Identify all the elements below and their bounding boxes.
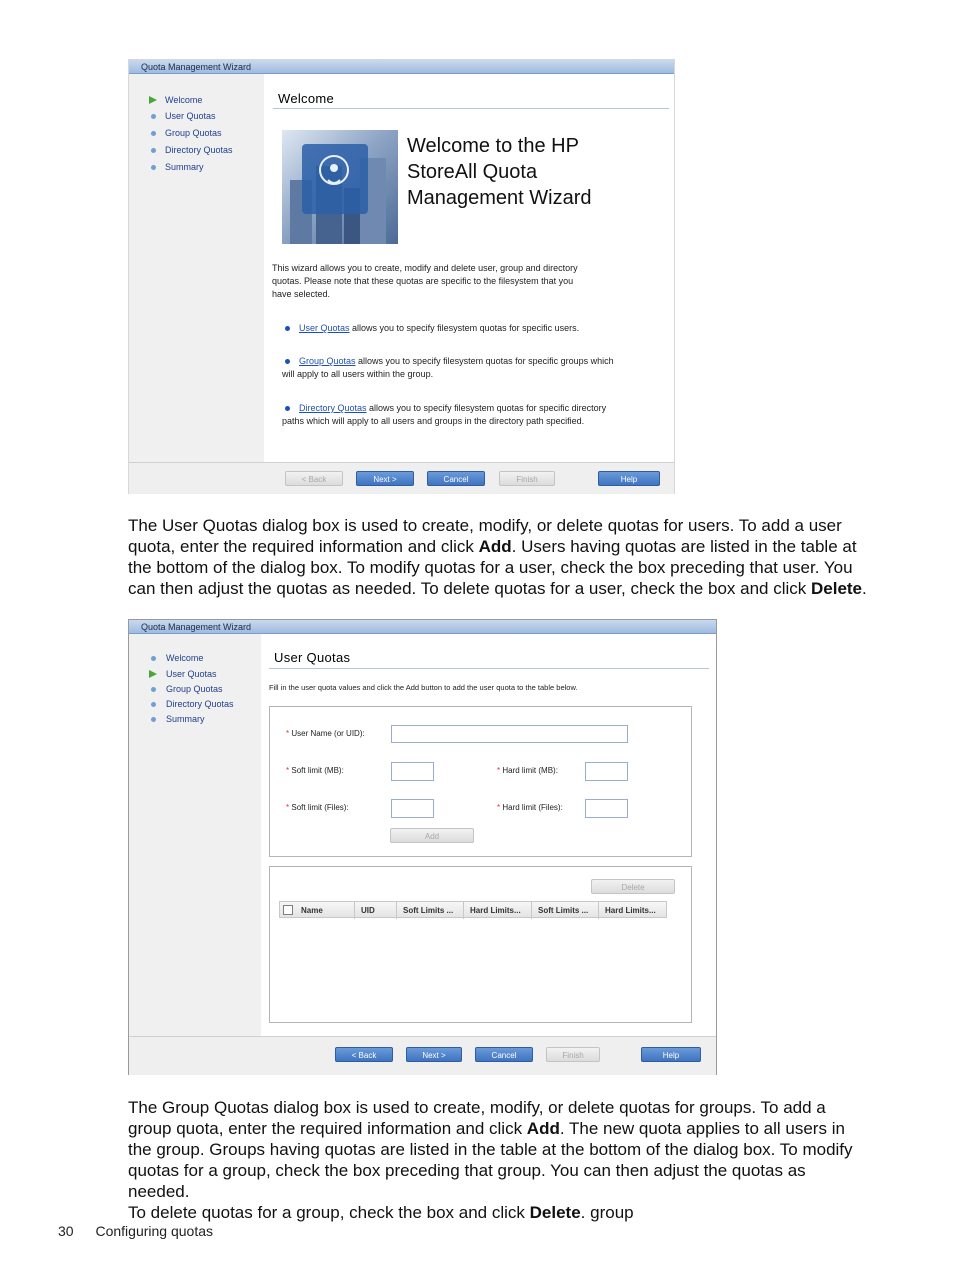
column-header-name[interactable]: Name — [295, 902, 355, 919]
group-quotas-link[interactable]: Group Quotas — [299, 356, 356, 366]
intro-line: This wizard allows you to create, modify and delete user, group and directory — [272, 263, 578, 273]
help-button[interactable]: Help — [598, 471, 660, 486]
title-divider — [269, 668, 709, 669]
nav-bullet-icon — [151, 114, 156, 119]
bullet-directory-quotas — [299, 402, 606, 415]
field-label-text: User Name (or UID): — [291, 729, 365, 738]
user-quotas-paragraph — [128, 515, 868, 599]
add-button[interactable]: Add — [390, 828, 474, 843]
username-label — [286, 729, 365, 738]
bold-term: Delete — [529, 1203, 581, 1222]
required-marker: * — [497, 803, 501, 812]
text-run: . group — [580, 1203, 634, 1222]
back-button[interactable]: < Back — [285, 471, 343, 486]
paragraph-line — [128, 578, 868, 599]
paragraph-line: the group. Groups having quotas are listed in the table at the bottom of the dialog box. To modify — [128, 1140, 853, 1159]
wizard-button-bar — [129, 1036, 716, 1075]
nav-summary[interactable]: Summary — [166, 714, 205, 724]
column-header-hard-limits-mb[interactable]: Hard Limits... — [464, 902, 532, 919]
paragraph-line: The Group Quotas dialog box is used to create, modify, or delete quotas for groups. To add a — [128, 1098, 826, 1117]
hard-limit-mb-input[interactable] — [585, 762, 628, 781]
bullet-group-quotas — [299, 355, 614, 368]
nav-bullet-icon — [151, 717, 156, 722]
nav-bullet-icon — [151, 165, 156, 170]
hard-limit-files-label — [497, 803, 563, 812]
field-label-text: Hard limit (MB): — [502, 766, 558, 775]
quota-entry-form — [269, 706, 692, 857]
soft-limit-files-input[interactable] — [391, 799, 434, 818]
nav-directory-quotas[interactable]: Directory Quotas — [165, 145, 233, 155]
required-marker: * — [286, 803, 290, 812]
window-title: Quota Management Wizard — [129, 620, 716, 634]
text-run: . — [862, 579, 867, 598]
page-number: 30 — [58, 1223, 74, 1239]
welcome-wizard-screenshot — [128, 59, 675, 494]
bold-term: Delete — [810, 579, 863, 598]
soft-limit-mb-label — [286, 766, 344, 775]
bullet-text-continued: will apply to all users within the group. — [282, 369, 434, 379]
nav-user-quotas[interactable]: User Quotas — [165, 111, 216, 121]
nav-bullet-icon — [151, 656, 156, 661]
intro-text — [272, 262, 667, 301]
cancel-button[interactable]: Cancel — [427, 471, 485, 486]
back-button[interactable]: < Back — [335, 1047, 393, 1062]
paragraph-line — [128, 1202, 868, 1223]
nav-user-quotas[interactable]: User Quotas — [166, 669, 217, 679]
soft-limit-files-label — [286, 803, 349, 812]
required-marker: * — [286, 766, 290, 775]
current-step-arrow-icon — [149, 670, 157, 678]
bullet-icon — [285, 406, 290, 411]
wizard-nav — [129, 74, 264, 462]
text-run: quota, enter the required information and click — [128, 537, 479, 556]
nav-welcome[interactable]: Welcome — [166, 653, 204, 663]
paragraph-line: the bottom of the dialog box. To modify quotas for a user, check the box preceding that user. You — [128, 558, 853, 577]
section-title: Configuring quotas — [95, 1223, 213, 1239]
intro-line: have selected. — [272, 289, 331, 299]
title-divider — [273, 108, 669, 109]
username-input[interactable] — [391, 725, 628, 743]
instruction-text: Fill in the user quota values and click the Add button to add the user quota to the table below. — [269, 683, 578, 692]
text-run: group quota, enter the required information and click — [128, 1119, 527, 1138]
nav-summary[interactable]: Summary — [165, 162, 204, 172]
user-quotas-link[interactable]: User Quotas — [299, 323, 350, 333]
text-run: . The new quota applies to all users in — [559, 1119, 845, 1138]
hard-limit-mb-label — [497, 766, 558, 775]
paragraph-line — [128, 536, 868, 557]
directory-quotas-link[interactable]: Directory Quotas — [299, 403, 367, 413]
required-marker: * — [497, 766, 501, 775]
finish-button[interactable]: Finish — [546, 1047, 600, 1062]
user-quotas-wizard-screenshot — [128, 619, 717, 1075]
nav-bullet-icon — [151, 702, 156, 707]
welcome-heading-line: StoreAll Quota — [407, 161, 538, 183]
bold-term: Add — [478, 537, 512, 556]
wizard-button-bar — [129, 462, 674, 494]
paragraph-line — [128, 1118, 868, 1139]
intro-line: quotas. Please note that these quotas are specific to the filesystem that you — [272, 276, 574, 286]
field-label-text: Soft limit (Files): — [291, 803, 349, 812]
required-marker: * — [286, 729, 290, 738]
bullet-icon — [285, 359, 290, 364]
paragraph-line: The User Quotas dialog box is used to create, modify, or delete quotas for users. To add a user — [128, 516, 842, 535]
nav-group-quotas[interactable]: Group Quotas — [166, 684, 223, 694]
paragraph-line: quotas for a group, check the box preceding that group. You can then adjust the quotas as needed. — [128, 1161, 806, 1201]
quota-table-panel — [269, 866, 692, 1023]
bullet-user-quotas — [299, 322, 579, 335]
nav-group-quotas[interactable]: Group Quotas — [165, 128, 222, 138]
next-button[interactable]: Next > — [356, 471, 414, 486]
quota-table-header — [279, 901, 667, 918]
bullet-text: allows you to specify filesystem quotas for specific directory — [366, 403, 607, 413]
welcome-heading-line: Management Wizard — [407, 187, 592, 209]
column-header-soft-limits-files[interactable]: Soft Limits ... — [532, 902, 599, 919]
group-quotas-paragraph — [128, 1097, 868, 1223]
bold-term: Add — [526, 1119, 560, 1138]
bullet-icon — [285, 326, 290, 331]
cancel-button[interactable]: Cancel — [475, 1047, 533, 1062]
field-label-text: Hard limit (Files): — [502, 803, 563, 812]
column-header-soft-limits-mb[interactable]: Soft Limits ... — [397, 902, 464, 919]
welcome-heading-line: Welcome to the HP — [407, 135, 579, 157]
soft-limit-mb-input[interactable] — [391, 762, 434, 781]
column-header-hard-limits-files[interactable]: Hard Limits... — [605, 906, 656, 915]
text-run: . Users having quotas are listed in the table at — [511, 537, 857, 556]
window-title: Quota Management Wizard — [129, 60, 674, 74]
nav-bullet-icon — [151, 687, 156, 692]
hard-limit-files-input[interactable] — [585, 799, 628, 818]
field-label-text: Soft limit (MB): — [291, 766, 344, 775]
nav-bullet-icon — [151, 131, 156, 136]
bullet-text: allows you to specify filesystem quotas for specific users. — [349, 323, 580, 333]
bullet-text: allows you to specify filesystem quotas for specific groups which — [355, 356, 614, 366]
text-run: To delete quotas for a group, check the box and click — [128, 1203, 530, 1222]
wizard-nav — [129, 634, 261, 1036]
next-button[interactable]: Next > — [406, 1047, 462, 1062]
delete-button[interactable]: Delete — [591, 879, 675, 894]
column-header-uid[interactable]: UID — [355, 902, 397, 919]
nav-directory-quotas[interactable]: Directory Quotas — [166, 699, 234, 709]
welcome-heading — [407, 133, 592, 211]
text-run: can then adjust the quotas as needed. To delete quotas for a user, check the box and click — [128, 579, 811, 598]
hp-storage-hero-image — [282, 130, 398, 244]
select-all-checkbox[interactable] — [283, 905, 293, 915]
help-button[interactable]: Help — [641, 1047, 701, 1062]
page-footer — [58, 1223, 213, 1239]
bullet-text-continued: paths which will apply to all users and groups in the directory path specified. — [282, 416, 585, 426]
nav-bullet-icon — [151, 148, 156, 153]
finish-button[interactable]: Finish — [499, 471, 555, 486]
panel-title: User Quotas — [274, 650, 351, 665]
current-step-arrow-icon — [149, 96, 157, 104]
panel-title: Welcome — [278, 91, 335, 106]
nav-welcome[interactable]: Welcome — [165, 95, 203, 105]
